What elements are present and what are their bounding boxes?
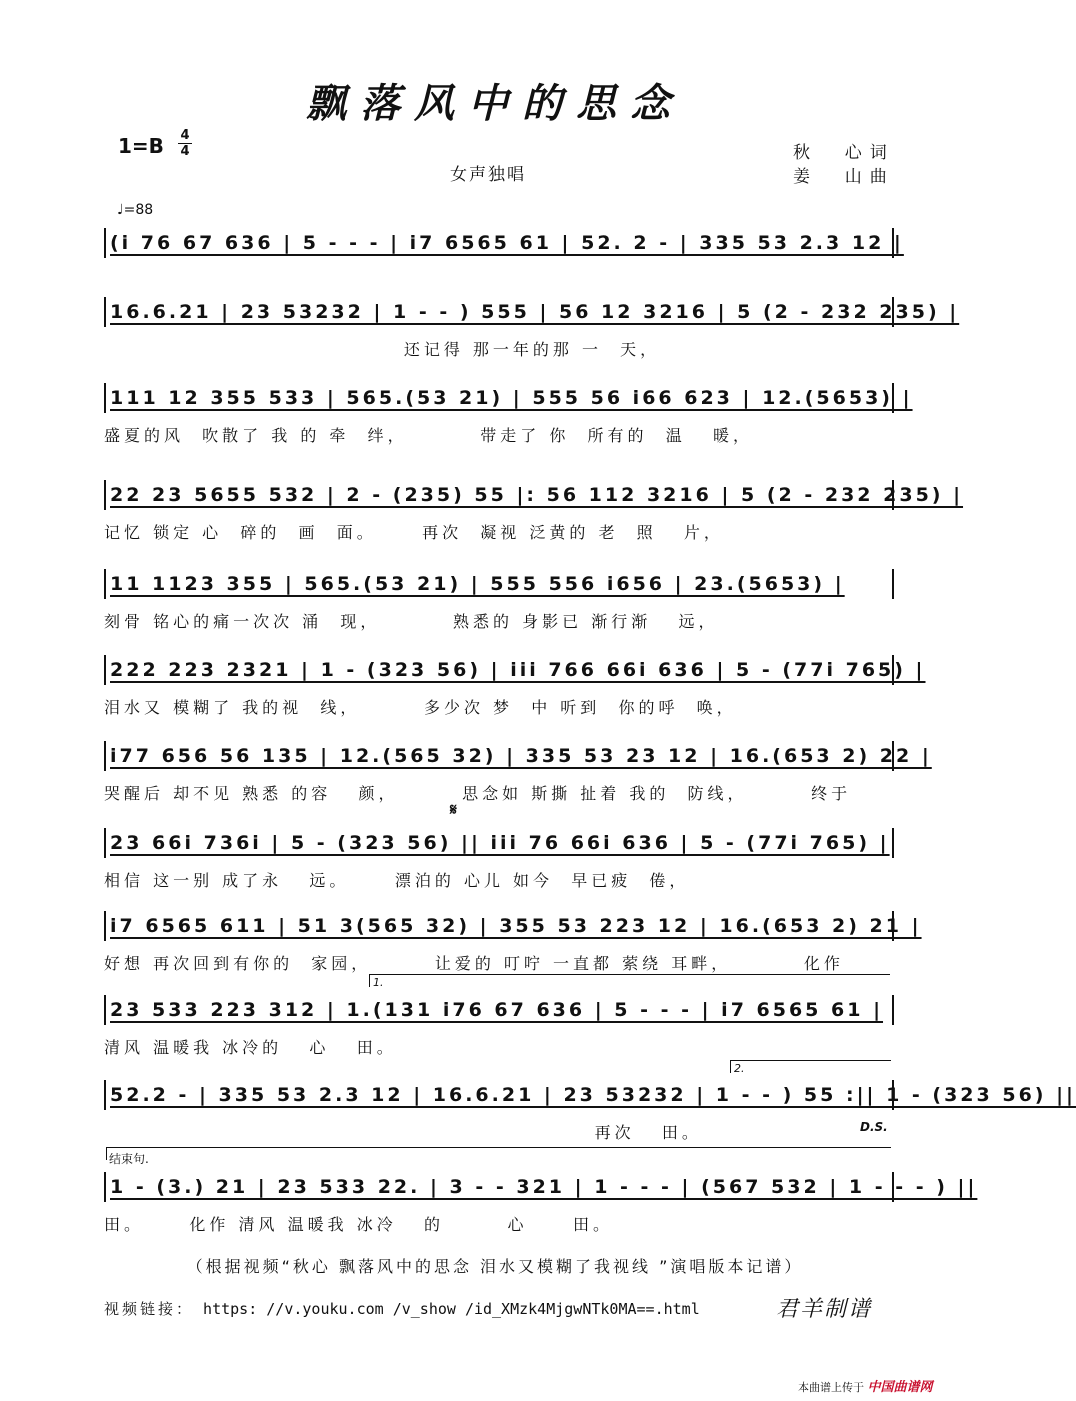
notation-line: 1 - (3.) 21 | 23 533 22. | 3 - - 321 | 1 - - - | (567 532 | 1 - - - ) ||	[104, 1172, 894, 1202]
ending-1-bracket	[369, 974, 890, 987]
notation-line: 23 533 223 312 | 1.(131 i76 67 636 | 5 - - - | i7 6565 61 |	[104, 995, 894, 1025]
tempo-mark: ♩=88	[117, 202, 154, 218]
ds-mark: D.S.	[860, 1120, 888, 1134]
coda-bracket	[106, 1147, 891, 1160]
key-signature: 1=B	[118, 134, 164, 158]
lyric-line: 记忆 锁定 心 碎的 画 面。 再次 凝视 泛黄的 老 照 片，	[104, 523, 724, 542]
lyric-line: 还记得 那一年的那 一 天，	[104, 340, 661, 359]
ending-2-label: 2.	[734, 1062, 745, 1075]
lyric-line: 好想 再次回到有你的 家园， 让爱的 叮咛 一直都 萦绕 耳畔， 化作	[104, 954, 844, 973]
notation-line: 11 1123 355 | 565.(53 21) | 555 556 i656 | 23.(5653) |	[104, 569, 894, 599]
notation-line: 222 223 2321 | 1 - (323 56) | iii 766 66i 636 | 5 - (77i 765) |	[104, 655, 894, 685]
lyricist-credit: 秋 心词	[793, 143, 895, 163]
lyric-line: 泪水又 模糊了 我的视 线， 多少次 梦 中 听到 你的呼 唤，	[104, 698, 737, 717]
notation-line: i7 6565 611 | 51 3(565 32) | 355 53 223 12 | 16.(653 2) 21 |	[104, 911, 894, 941]
time-signature-bottom: 4	[178, 143, 192, 159]
lyric-line: 刻骨 铭心的痛一次次 涌 现， 熟悉的 身影已 渐行渐 远，	[104, 612, 719, 631]
footer-brand-logo[interactable]: 中国曲谱网	[867, 1380, 933, 1395]
score-maker: 君羊制谱	[776, 1297, 873, 1322]
song-title: 飘落风中的思念	[306, 80, 684, 127]
video-link-url[interactable]: https: //v.youku.com /v_show /id_XMzk4MjgwNTk0MA==.html	[203, 1300, 700, 1318]
ending-2-bracket	[730, 1060, 891, 1073]
notation-line: 111 12 355 533 | 565.(53 21) | 555 56 i66 623 | 12.(5653) |	[104, 383, 894, 413]
performer: 女声独唱	[450, 165, 526, 185]
lyric-line: 再次 田。	[104, 1123, 702, 1142]
lyric-line: 哭醒后 却不见 熟悉 的容 颜， 思念如 斯撕 扯着 我的 防线， 终于	[104, 784, 852, 803]
notation-line: i77 656 56 135 | 12.(565 32) | 335 53 23 12 | 16.(653 2) 22 |	[104, 741, 894, 771]
coda-label: 结束句.	[109, 1152, 149, 1166]
time-signature-top: 4	[180, 128, 190, 143]
video-link	[104, 1298, 700, 1319]
ending-1-label: 1.	[373, 976, 384, 989]
lyric-line: 盛夏的风 吹散了 我 的 牵 绊， 带走了 你 所有的 温 暖，	[104, 426, 753, 445]
notation-line: 52.2 - | 335 53 2.3 12 | 16.6.21 | 23 53232 | 1 - - ) 55 :|| 1 - (323 56) ||	[104, 1080, 894, 1110]
lyric-line: 相信 这一别 成了永 远。 漂泊的 心儿 如今 早已疲 倦，	[104, 871, 690, 890]
time-signature	[178, 128, 192, 159]
composer-credit: 姜 山曲	[793, 167, 895, 187]
lyric-line: 田。 化作 清风 温暖我 冰冷 的 心 田。	[104, 1215, 613, 1234]
source-note: （根据视频“秋心 飘落风中的思念 泪水又模糊了我视线 ”演唱版本记谱）	[186, 1257, 804, 1276]
segno-sign: 𝄋	[450, 800, 457, 819]
notation-line: 16.6.21 | 23 53232 | 1 - - ) 555 | 56 12 3216 | 5 (2 - 232 235) |	[104, 297, 894, 327]
footer-text: 本曲谱上传于	[798, 1381, 864, 1394]
video-link-label: 视频链接：	[104, 1300, 195, 1318]
footer	[798, 1376, 933, 1395]
notation-line: 22 23 5655 532 | 2 - (235) 55 |: 56 112 3216 | 5 (2 - 232 235) |	[104, 480, 894, 510]
lyric-line: 清风 温暖我 冰冷的 心 田。	[104, 1038, 397, 1057]
notation-line: (i 76 67 636 | 5 - - - | i7 6565 61 | 52. 2 - | 335 53 2.3 12 |	[104, 228, 894, 258]
notation-line: 23 66i 736i | 5 - (323 56) || iii 76 66i 636 | 5 - (77i 765) |	[104, 828, 894, 858]
